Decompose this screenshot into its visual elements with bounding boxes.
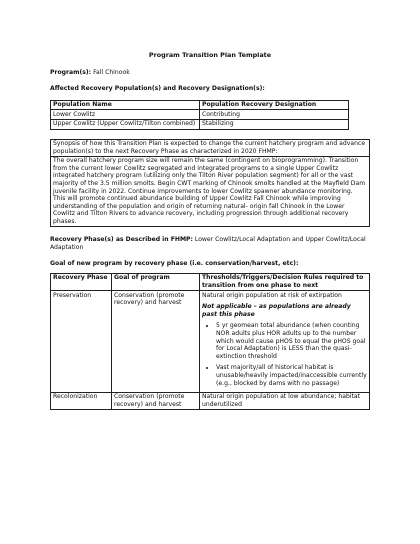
synopsis-body: The overall hatchery program size will remain the same (contingent on bioprogramming). Transition from the current lower Cowlitz segregated and integrated programs to a single Upper Cowlitz integrated hatchery program (utilizing only the Tilton River population segment) for all or the vast majority of the 3.5 million smolts. Begin CWT marking of Chinook smolts handled at the Mayfield Dam juvenile facility in 2022. Continue improvements to lower Cowlitz spawner abundance monitoring. This will promote continued abundance building of Upper Cowlitz Fall Chinook while improving understanding of the population and origin of returning natural- origin fall Chinook in the Lower Cowlitz and Tilton Rivers to advance recovery, including progression through additional recovery phases. [53, 157, 366, 225]
column-header: Thresholds/Triggers/Decision Rules required to transition from one phase to next [200, 273, 370, 290]
not-applicable-note: Not applicable – as populations are already past this phase [202, 303, 351, 318]
population-table [50, 100, 349, 130]
table-cell: Stabilizing [200, 119, 349, 129]
column-header: Population Recovery Designation [200, 100, 349, 110]
affected-populations-heading: Affected Recovery Population(s) and Recovery Designation(s): [50, 85, 265, 93]
table-cell: Conservation (promote recovery) and harvest [112, 392, 200, 409]
table-cell: Upper Cowlitz (Upper Cowlitz/Tilton combined) [51, 119, 200, 129]
recovery-phase-line [50, 236, 370, 251]
criteria-list [202, 322, 367, 387]
table-cell: Lower Cowlitz [51, 110, 200, 120]
table-cell: Recolonization [51, 392, 112, 409]
column-header: Population Name [51, 100, 200, 110]
table-cell: Conservation (promote recovery) and harvest [112, 291, 200, 393]
document-title: Program Transition Plan Template [148, 51, 272, 59]
table-row [51, 392, 370, 409]
table-row [51, 119, 349, 129]
table-cell: Contributing [200, 110, 349, 120]
table-row [51, 291, 370, 393]
table-header-row [51, 273, 370, 290]
column-header: Goal of program [112, 273, 200, 290]
recovery-phase-value: Lower Cowlitz/Local Adaptation and Upper Cowlitz/Local Adaptation [50, 236, 366, 251]
programs-value: Fall Chinook [93, 68, 130, 76]
goal-heading: Goal of new program by recovery phase (i.e. conservation/harvest, etc): [50, 260, 299, 268]
synopsis-box [50, 139, 370, 228]
table-cell: Preservation [51, 291, 112, 393]
table-row [51, 110, 349, 120]
threshold-text: Natural origin population at risk of extirpation [202, 291, 342, 299]
list-item: • 5 yr geomean total abundance (when counting NOR adults plus HOR adults up to the number which would cause pHOS to equal the pHOS goal for Local Adaptation) is LESS than the quasi-extinction threshold [216, 322, 367, 360]
goal-table [50, 273, 370, 410]
table-header-row [51, 100, 349, 110]
column-header: Recovery Phase [51, 273, 112, 290]
list-item: • Vast majority/all of historical habitat is unusable/heavily impacted/inaccessible currently (e.g., blocked by dams with no passage) [216, 364, 367, 387]
recovery-phase-label: Recovery Phase(s) as Described in FHMP: [50, 236, 193, 244]
synopsis-heading: Synopsis of how this Transition Plan is expected to change the current hatchery program and advance population(s) to the next Recovery Phase as characterized in 2020 FHMP: [51, 140, 369, 157]
programs-label: Program(s): [50, 68, 92, 76]
table-cell [200, 291, 370, 393]
table-cell: Natural origin population at low abundance; habitat underutilized [200, 392, 370, 409]
programs-line [50, 69, 370, 77]
